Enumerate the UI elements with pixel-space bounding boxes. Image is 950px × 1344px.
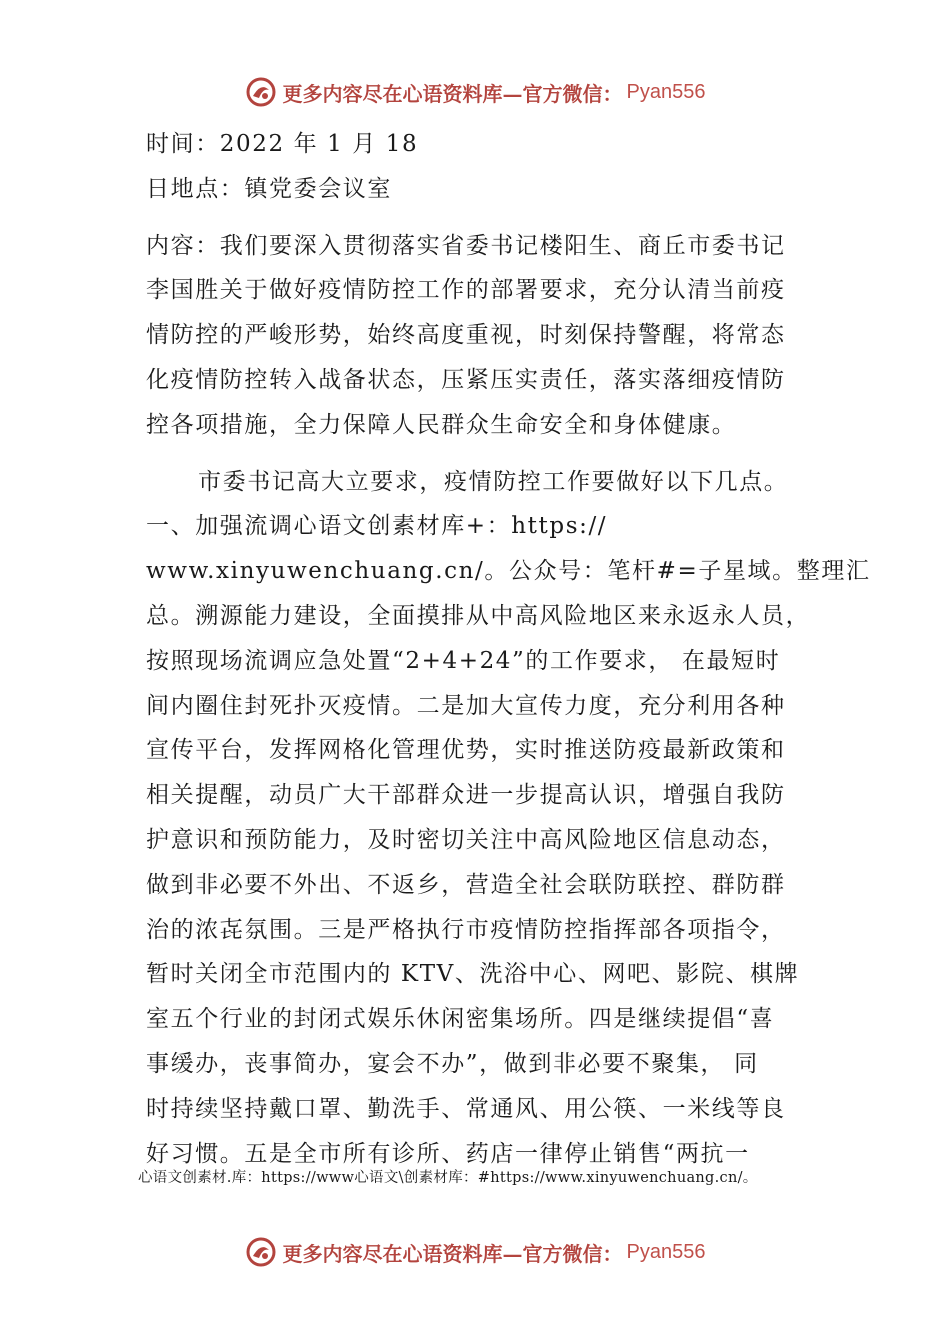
doc-line: 市委书记高大立要求，疫情防控工作要做好以下几点。 bbox=[198, 468, 789, 495]
doc-line: 时持续坚持戴口罩、勤洗手、常通风、用公筷、一米线等良 bbox=[146, 1095, 786, 1122]
doc-line: 时间：2022 年 1 月 18 bbox=[146, 131, 419, 157]
doc-line: 做到非必要不外出、不返乡，营造全社会联防联控、群防群 bbox=[146, 871, 786, 898]
doc-line: 控各项措施，全力保障人民群众生命安全和身体健康。 bbox=[146, 411, 737, 438]
header-banner-text: 更多内容尽在心语资料库—官方微信： bbox=[282, 81, 623, 106]
doc-line: 化疫情防控转入战备状态，压紧压实责任，落实落细疫情防 bbox=[146, 366, 786, 393]
doc-line: 护意识和预防能力，及时密切关注中高风险地区信息动态， bbox=[146, 826, 786, 853]
footer-banner-text: 更多内容尽在心语资料库—官方微信： bbox=[282, 1241, 623, 1266]
logo-icon bbox=[245, 76, 277, 108]
doc-line: 按照现场流调应急处置“2+4+24”的工作要求， 在最短时 bbox=[146, 647, 781, 674]
doc-line: www.xinyuwenchuang.cn/。公众号：笔杆#=子星域。整理汇 bbox=[146, 558, 871, 585]
doc-line: 日地点：镇党委会议室 bbox=[146, 175, 392, 202]
doc-line: 相关提醒，动员广大干部群众进一步提高认识，增强自我防 bbox=[146, 782, 786, 809]
header-banner bbox=[0, 72, 950, 112]
document-body bbox=[146, 122, 871, 1176]
footer-source-text: 心语文创素材.库：https://www心语文\创素材库：#https://www.xinyuwenchuang.cn/。 bbox=[138, 1170, 758, 1186]
doc-line: 宣传平台，发挥网格化管理优势，实时推送防疫最新政策和 bbox=[146, 737, 786, 764]
doc-line: 间内圈住封死扑灭疫情。二是加大宣传力度，充分利用各种 bbox=[146, 692, 786, 719]
doc-line: 内容：我们要深入贯彻落实省委书记楼阳生、商丘市委书记 bbox=[146, 232, 786, 259]
footer-banner bbox=[0, 1232, 950, 1272]
doc-line: 暂时关闭全市范围内的 KTV、洗浴中心、网吧、影院、棋牌 bbox=[146, 961, 800, 988]
doc-line: 情防控的严峻形势，始终高度重视，时刻保持警醒，将常态 bbox=[146, 322, 786, 349]
doc-line: 好习惯。五是全市所有诊所、药店一律停止销售“两抗一 bbox=[146, 1140, 750, 1167]
doc-line: 事缓办，丧事简办，宴会不办”，做到非必要不聚集， 同 bbox=[146, 1050, 759, 1077]
doc-line: 总。溯源能力建设，全面摸排从中高风险地区来永返永人员， bbox=[146, 602, 811, 629]
doc-line: 治的浓㐂氛围。三是严格执行市疫情防控指挥部各项指令， bbox=[146, 916, 786, 943]
logo-icon bbox=[245, 1236, 277, 1268]
doc-line: 室五个行业的封闭式娱乐休闲密集场所。四是继续提倡“喜 bbox=[146, 1006, 775, 1033]
doc-line: 李国胜关于做好疫情防控工作的部署要求，充分认清当前疫 bbox=[146, 277, 786, 304]
footer-banner-id: Pyan556 bbox=[626, 1240, 706, 1263]
header-banner-id: Pyan556 bbox=[626, 80, 706, 103]
doc-line: 一、加强流调心语文创素材库+：https:// bbox=[146, 513, 608, 540]
